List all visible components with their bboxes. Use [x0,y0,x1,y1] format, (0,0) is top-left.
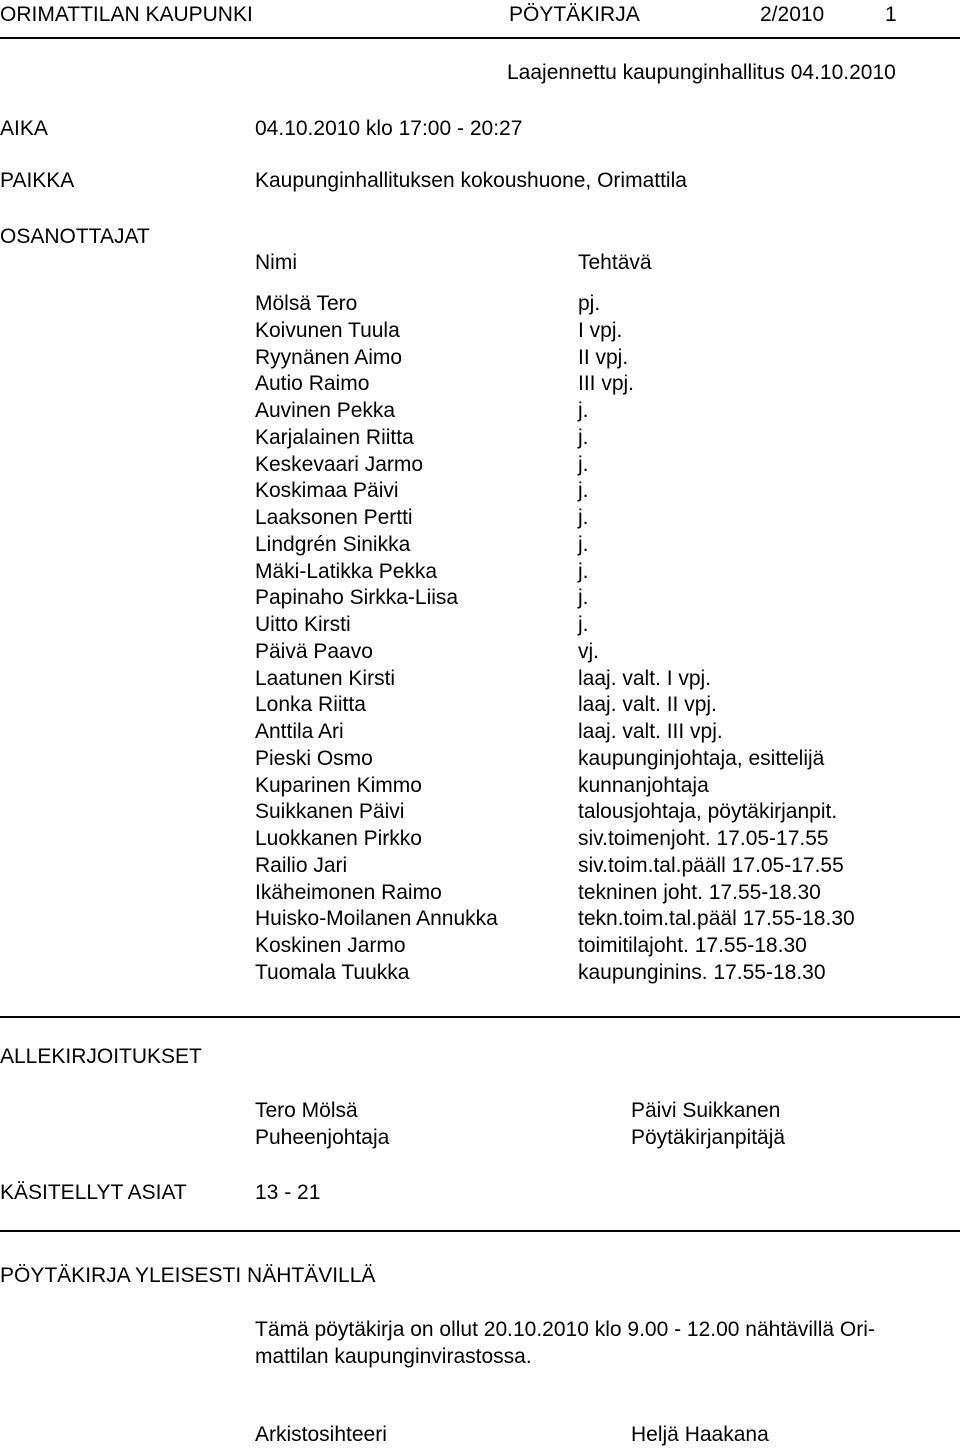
attendee-row [255,801,955,828]
attendee-name: Koivunen Tuula [255,318,400,342]
attendee-row [255,748,955,775]
attendee-name: Autio Raimo [255,372,370,396]
attendee-row [255,908,955,935]
items-value: 13 - 21 [255,1181,321,1204]
document-number: 2/2010 [760,3,825,26]
attendee-name: Kuparinen Kimmo [255,773,422,797]
time-label: AIKA [0,117,48,140]
attendee-row [255,293,955,320]
attendee-row [255,347,955,374]
attendee-role: j. [578,425,589,449]
attendee-role: j. [578,452,589,476]
attendee-role: kaupunginjohtaja, esittelijä [578,746,825,770]
attendee-role: j. [578,479,589,503]
attendee-role: j. [578,613,589,636]
attendee-role: I vpj. [578,318,623,342]
attendee-name: Lonka Riitta [255,693,366,717]
attendee-name: Auvinen Pekka [255,399,396,422]
attendee-row [255,694,955,721]
attendee-row [255,320,955,347]
attendees-col-role: Tehtävä [578,251,652,274]
attendee-name: Karjalainen Riitta [255,425,414,449]
public-text-line1: Tämä pöytäkirja on ollut 20.10.2010 klo 9.00 - 12.00 nähtävillä Ori- [255,1318,875,1341]
attendee-row [255,855,955,882]
attendee-row [255,828,955,855]
attendee-name: Railio Jari [255,853,348,877]
attendee-role: siv.toimenjoht. 17.05-17.55 [578,827,829,850]
organization-name: ORIMATTILAN KAUPUNKI [0,3,253,26]
public-text-line2: mattilan kaupunginvirastossa. [255,1345,532,1368]
attendee-role: laaj. valt. II vpj. [578,693,717,717]
attendee-row [255,587,955,614]
attendee-role: j. [578,532,589,556]
attendee-role: II vpj. [578,345,629,369]
attendee-role: vj. [578,639,599,663]
attendee-role: kaupunginins. 17.55-18.30 [578,960,826,984]
attendee-role: laaj. valt. III vpj. [578,720,723,743]
attendee-row [255,668,955,695]
attendee-name: Päivä Paavo [255,639,373,663]
attendee-role: j. [578,506,589,529]
attendee-row [255,480,955,507]
attendee-row [255,935,955,962]
attendee-name: Mäki-Latikka Pekka [255,559,438,583]
attendee-row [255,775,955,802]
chair-title: Puheenjohtaja [255,1126,390,1149]
attendee-row [255,534,955,561]
attendee-row [255,507,955,534]
attendee-row [255,962,955,989]
attendee-role: j. [578,559,589,583]
attendee-name: Anttila Ari [255,720,344,743]
public-label: PÖYTÄKIRJA YLEISESTI NÄHTÄVILLÄ [0,1264,376,1287]
time-value: 04.10.2010 klo 17:00 - 20:27 [255,117,523,140]
attendee-role: III vpj. [578,372,635,396]
archivist-title: Arkistosihteeri [255,1423,387,1446]
place-label: PAIKKA [0,169,75,192]
attendee-row [255,561,955,588]
attendee-name: Huisko-Moilanen Annukka [255,907,498,931]
meeting-body: Laajennettu kaupunginhallitus 04.10.2010 [507,61,896,84]
attendee-name: Ryynänen Aimo [255,345,403,369]
attendee-name: Suikkanen Päivi [255,800,405,824]
attendee-name: Keskevaari Jarmo [255,452,424,476]
attendee-role: kunnanjohtaja [578,773,709,797]
attendee-row [255,400,955,427]
items-label: KÄSITELLYT ASIAT [0,1181,187,1204]
attendees-col-name: Nimi [255,251,297,274]
place-value: Kaupunginhallituksen kokoushuone, Orimattila [255,169,687,192]
attendee-name: Koskinen Jarmo [255,934,406,957]
attendee-row [255,614,955,641]
attendee-row [255,882,955,909]
attendees-label: OSANOTTAJAT [0,225,150,248]
attendee-role: siv.toim.tal.pääll 17.05-17.55 [578,853,844,877]
attendee-role: tekninen joht. 17.55-18.30 [578,880,821,904]
attendee-name: Tuomala Tuukka [255,960,410,984]
page-number: 1 [885,3,897,26]
secretary-title: Pöytäkirjanpitäjä [631,1126,786,1149]
attendee-row [255,721,955,748]
attendees-list [255,293,955,989]
attendee-role: talousjohtaja, pöytäkirjanpit. [578,800,838,824]
attendee-role: pj. [578,292,601,315]
attendee-role: laaj. valt. I vpj. [578,666,712,690]
attendee-name: Luokkanen Pirkko [255,827,422,850]
attendee-name: Ikäheimonen Raimo [255,880,442,904]
attendee-role: j. [578,399,589,422]
attendee-role: j. [578,586,589,610]
attendee-name: Mölsä Tero [255,292,358,315]
document-type: PÖYTÄKIRJA [509,3,640,26]
attendee-name: Lindgrén Sinikka [255,532,411,556]
attendee-name: Koskimaa Päivi [255,479,399,503]
attendee-row [255,427,955,454]
attendee-row [255,641,955,668]
attendees-divider [0,1016,960,1018]
archivist-name: Heljä Haakana [631,1423,769,1446]
attendee-name: Laaksonen Pertti [255,506,413,529]
attendee-row [255,373,955,400]
attendee-name: Papinaho Sirkka-Liisa [255,586,459,610]
secretary-name: Päivi Suikkanen [631,1099,781,1122]
attendee-role: tekn.toim.tal.pääl 17.55-18.30 [578,907,855,931]
attendee-role: toimitilajoht. 17.55-18.30 [578,934,807,957]
attendee-name: Laatunen Kirsti [255,666,396,690]
signatures-label: ALLEKIRJOITUKSET [0,1045,202,1068]
items-divider [0,1230,960,1232]
attendee-name: Uitto Kirsti [255,613,351,636]
header-divider [0,37,960,39]
attendee-name: Pieski Osmo [255,746,373,770]
attendee-row [255,454,955,481]
chair-name: Tero Mölsä [255,1099,358,1122]
